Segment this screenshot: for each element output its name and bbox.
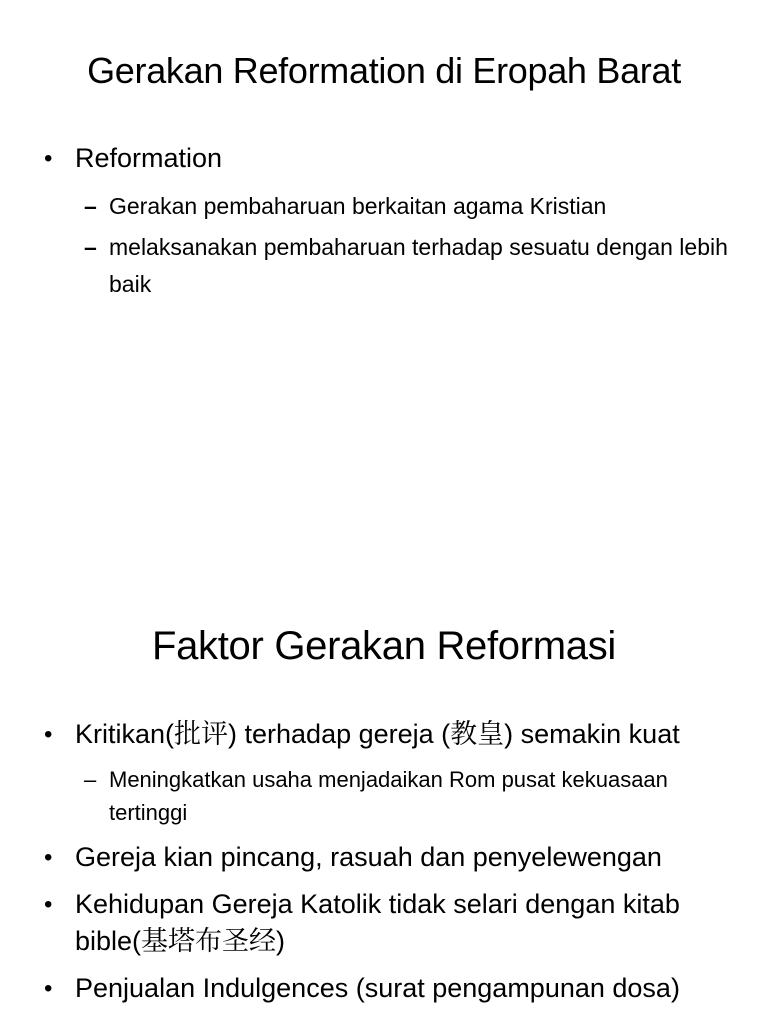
bullet-dot: • (44, 844, 53, 871)
bullet-item (0, 839, 768, 876)
bullet-text: Reformation (75, 143, 223, 173)
bullet-text: Kehidupan Gereja Katolik tidak selari dengan kitab bible(基塔布圣经) (75, 889, 680, 956)
slide-2-title: Faktor Gerakan Reformasi (151, 624, 617, 668)
bullet-dot: • (44, 721, 53, 748)
sub-bullet-dash: – (84, 193, 97, 219)
bullet-dot: • (44, 145, 53, 172)
sub-bullet-dash: – (84, 767, 97, 792)
bullet-item (0, 886, 768, 960)
bullet-text: Kritikan(批评) terhadap gereja (教皇) semakin kuat (75, 719, 680, 749)
sub-bullet-item (0, 763, 768, 829)
bullet-text: Gereja kian pincang, rasuah dan penyelewengan (75, 842, 662, 872)
bullet-item (0, 970, 768, 1007)
sub-bullet-text: Gerakan pembaharuan berkaitan agama Kristian (109, 193, 607, 219)
slide-1-title: Gerakan Reformation di Eropah Barat (87, 50, 681, 91)
slide-1-bullet-list (0, 140, 768, 303)
bullet-text: Penjualan Indulgences (surat pengampunan dosa) (75, 973, 680, 1003)
bullet-item (0, 140, 768, 177)
slide-2-bullet-list (0, 716, 768, 1007)
sub-bullet-text: melaksanakan pembaharuan terhadap sesuatu dengan lebih baik (109, 234, 728, 297)
bullet-dot: • (44, 975, 53, 1002)
slide-2 (0, 576, 768, 1024)
sub-bullet-dash: – (84, 234, 97, 260)
bullet-dot: • (44, 891, 53, 918)
sub-bullet-item (0, 229, 768, 303)
sub-bullet-item (0, 189, 768, 223)
bullet-item (0, 716, 768, 753)
sub-bullet-text: Meningkatkan usaha menjadaikan Rom pusat kekuasaan tertinggi (109, 767, 668, 825)
